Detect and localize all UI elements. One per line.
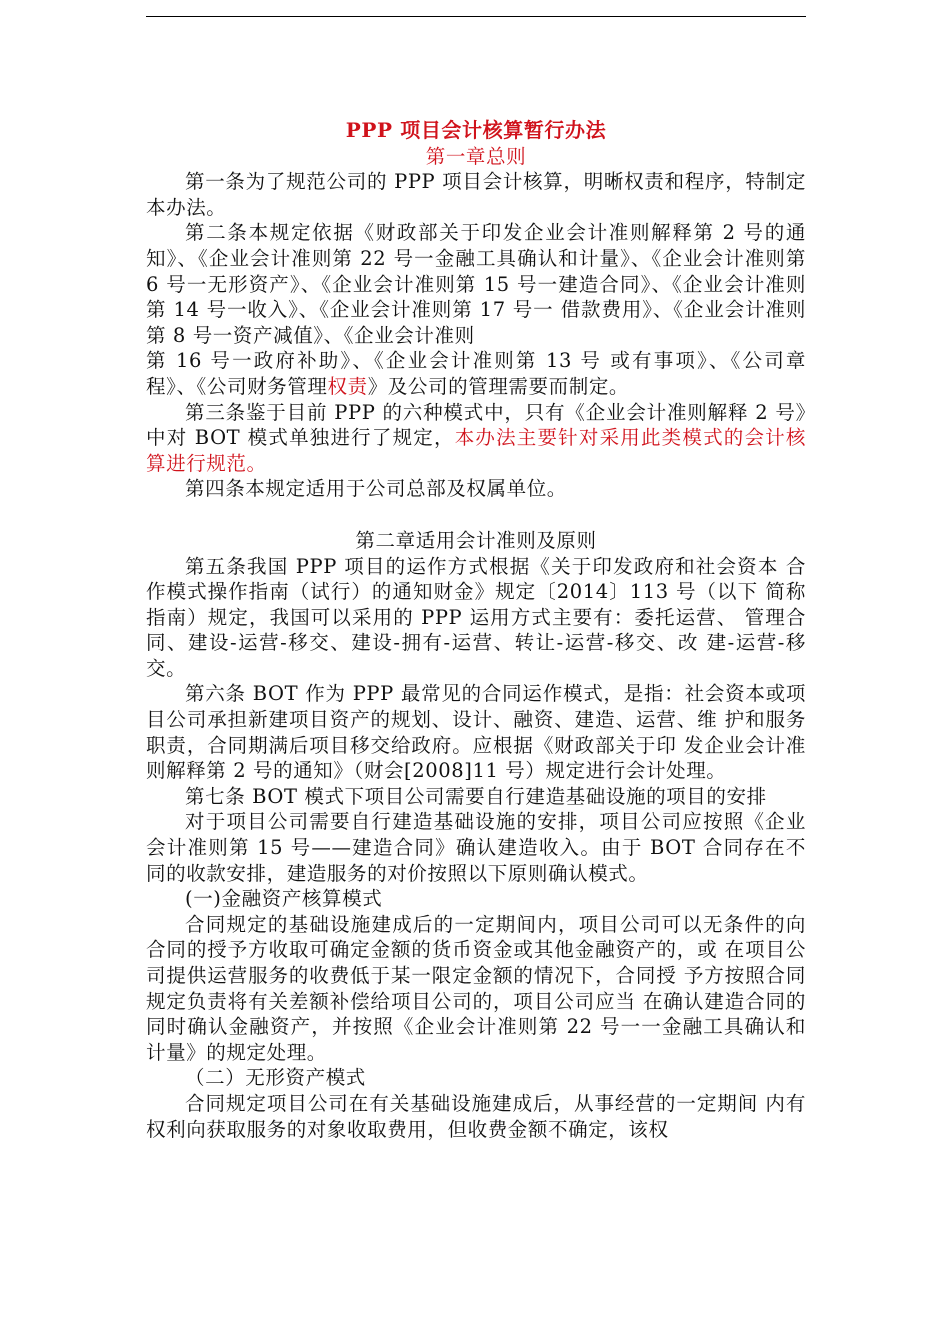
- article-7: 第七条 BOT 模式下项目公司需要自行建造基础设施的项目的安排: [185, 784, 767, 808]
- highlighted-text: 本办法主要针对采用此类模式的会计核算进行规范。: [146, 426, 806, 475]
- article-2-text-end: 》及公司的管理需要而制定。: [367, 374, 630, 398]
- highlighted-text: 权责: [327, 374, 368, 398]
- article-4: 第四条本规定适用于公司总部及权属单位。: [185, 477, 567, 501]
- article-1: 第一条为了规范公司的 PPP 项目会计核算，明晰权责和程序，特制定本办法。: [146, 170, 806, 219]
- article-2-part-1: 第二条本规定依据《财政部关于印发企业会计准则解释第 2 号的通知》、《企业会计准则第 22 号一金融工具确认和计量》、《企业会计准则第 6 号一无形资产》、《企业会计准则第 15 号一建造合同》、《企业会计准则第 14 号一收入》、《企业会计准则第 17 号一 借款费用》、《企业会计准则第 8 号一资产减值》、《企业会计准则: [146, 221, 806, 347]
- chapter-heading-1: 第一章总则: [425, 144, 527, 168]
- article-2-text: 第 16 号一政府补助》、《企业会计准则第 13 号 或有事项》、《公司章程》、《公司财务管理: [146, 349, 806, 398]
- article-6: 第六条 BOT 作为 PPP 最常见的合同运作模式，是指：社会资本或项目公司承担新建项目资产的规划、设计、融资、建造、运营、维 护和服务职责，合同期满后项目移交给政府。应根据《财政部关于印 发企业会计准则解释第 2 号的通知》（财会[2008]11 号）规定进行会计处理。: [146, 682, 806, 783]
- paragraph: 合同规定项目公司在有关基础设施建成后，从事经营的一定期间 内有权利向获取服务的对象收取费用，但收费金额不确定，该权: [146, 1091, 806, 1141]
- header-rule: [146, 16, 806, 17]
- article-2-part-2: [146, 348, 806, 399]
- article-5: 第五条我国 PPP 项目的运作方式根据《关于印发政府和社会资本 合作模式操作指南（试行）的通知财金》规定〔2014〕113 号（以下 简称指南）规定，我国可以采用的 PPP 运用方式主要有：委托运营、 管理合同、建设-运营-移交、建设-拥有-运营、转让-运营-移交、改 建-运营-移交。: [146, 554, 806, 680]
- document-body: [146, 108, 806, 1142]
- subsection-heading-1: (一)金融资产核算模式: [185, 887, 383, 911]
- paragraph: 合同规定的基础设施建成后的一定期间内，项目公司可以无条件的向合同的授予方收取可确定金额的货币资金或其他金融资产的，或 在项目公司提供运营服务的收费低于某一限定金额的情况下，合同授 予方按照合同规定负责将有关差额补偿给项目公司的，项目公司应当 在确认建造合同的同时确认金融资产，并按照《企业会计准则第 22 号一一金融工具确认和计量》的规定处理。: [146, 912, 806, 1064]
- chapter-heading-2: 第二章适用会计准则及原则: [355, 528, 597, 552]
- article-3: [146, 400, 806, 477]
- subsection-heading-2: （二）无形资产模式: [185, 1066, 366, 1090]
- article-3-text: 第三条鉴于目前 PPP 的六种模式中，只有《企业会计准则解释 2 号》中对 BOT 模式单独进行了规定，: [146, 400, 806, 450]
- document-title: PPP 项目会计核算暂行办法: [345, 118, 607, 142]
- paragraph: 对于项目公司需要自行建造基础设施的安排，项目公司应按照《企业会计准则第 15 号——建造合同》确认建造收入。由于 BOT 合同存在不同的收款安排，建造服务的对价按照以下原则确认模式。: [146, 810, 806, 885]
